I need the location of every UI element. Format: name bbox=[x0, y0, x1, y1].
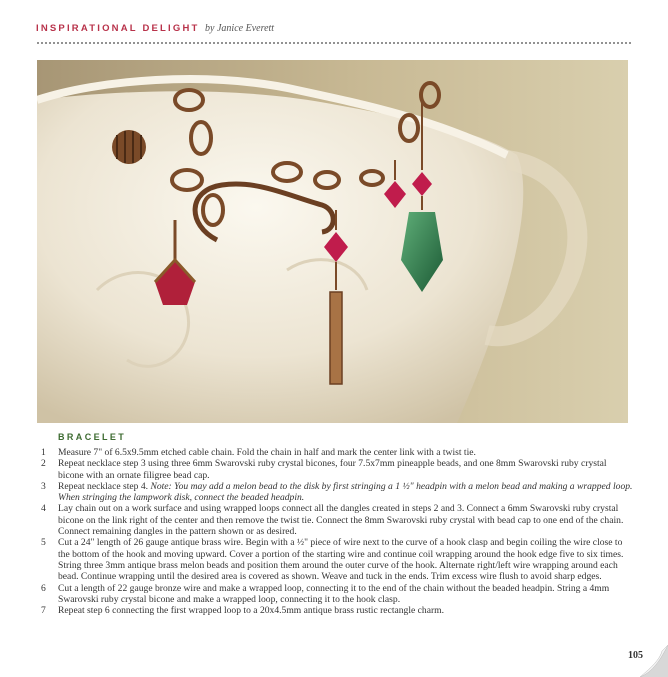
running-header bbox=[36, 22, 632, 36]
series-title: INSPIRATIONAL DELIGHT bbox=[36, 23, 200, 34]
step-text: Repeat necklace step 3 using three 6mm Swarovski ruby crystal bicones, four 7.5x7mm pineapple beads, and one 8mm Swarovski ruby crystal bicone with an ornate filigree bead cap. bbox=[58, 458, 607, 481]
step-number: 6 bbox=[41, 582, 46, 594]
instruction-steps bbox=[41, 447, 633, 616]
step-text: Lay chain out on a work surface and using wrapped loops connect all the dangles created in steps 2 and 3. Connect a 6mm Swarovski ruby crystal bicone on the link right of the center and then remove the twist tie. Connect the 8mm Swarovski ruby crystal with bead cap to one end of the chain. Connect remaining dangles in the pattern shown or as desired. bbox=[58, 503, 624, 538]
step-number: 7 bbox=[41, 605, 46, 617]
step-number: 5 bbox=[41, 537, 46, 549]
step-text: Cut a length of 22 gauge bronze wire and make a wrapped loop, connecting it to the end of the chain without the beaded headpin. String a 4mm Swarovski ruby crystal bicone and make a wrapped loop, connecting it to the hook clasp. bbox=[58, 582, 610, 605]
step-item bbox=[41, 447, 633, 458]
step-number: 4 bbox=[41, 503, 46, 515]
step-number: 2 bbox=[41, 458, 46, 470]
step-item bbox=[41, 583, 633, 606]
step-text: Repeat necklace step 4. bbox=[58, 480, 149, 492]
page-curl-icon bbox=[640, 645, 668, 677]
step-note: Note: You may add a melon bead to the disk by first stringing a 1 ½" headpin with a melon bead and making a wrapped loop. When stringing the lampwork disk, connect the beaded headpin. bbox=[58, 480, 633, 504]
step-text: Measure 7" of 6.5x9.5mm etched cable chain. Fold the chain in half and mark the center link with a twist tie. bbox=[58, 447, 476, 458]
step-text: Repeat step 6 connecting the first wrapped loop to a 20x4.5mm antique brass rustic rectangle charm. bbox=[58, 605, 445, 617]
step-item bbox=[41, 503, 633, 537]
bracelet-photo bbox=[37, 60, 628, 423]
page-number: 105 bbox=[628, 650, 643, 661]
author-byline: by Janice Everett bbox=[205, 23, 275, 34]
step-item bbox=[41, 458, 633, 481]
step-item bbox=[41, 537, 633, 582]
step-item bbox=[41, 481, 633, 504]
step-number: 3 bbox=[41, 480, 46, 492]
step-number: 1 bbox=[41, 447, 46, 458]
step-text: Cut a 24" length of 26 gauge antique brass wire. Begin with a ½" piece of wire next to the curve of a hook clasp and begin coiling the wire close to the bottom of the hook and moving upward. Cover a portion of the starting wire and continue coil wrapping around the hook edge five to six times. String three 3mm antique brass melon beads and position them around the outer curve of the hook. Alternate right/left wire wrapping around each bead. Continue wrapping until the desired area is covered as shown. Weave and tuck in the ends. Trim excess wire flush to avoid sharp edges. bbox=[58, 537, 624, 583]
section-heading: BRACELET bbox=[58, 432, 127, 442]
dotted-rule bbox=[36, 42, 632, 44]
step-item bbox=[41, 605, 633, 616]
